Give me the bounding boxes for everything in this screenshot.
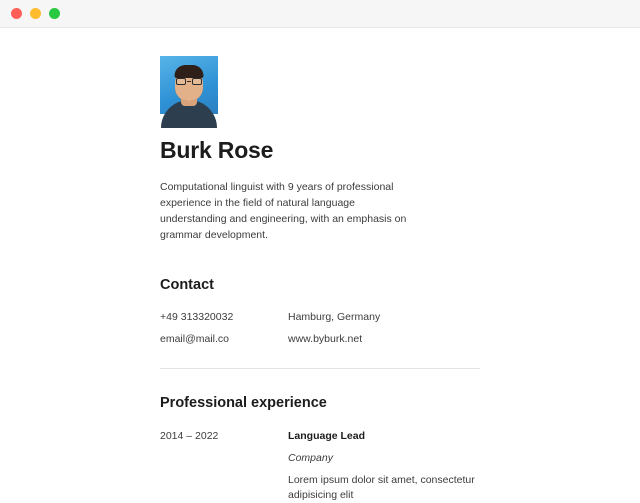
contact-website[interactable]: www.byburk.net bbox=[288, 333, 363, 346]
avatar-glasses bbox=[176, 78, 202, 85]
summary-paragraph: Computational linguist with 9 years of professional experience in the field of natural language understanding and engineering, with an emphasis on grammar development. bbox=[160, 181, 407, 242]
experience-company: Company bbox=[288, 452, 333, 465]
avatar-glasses-bridge bbox=[187, 81, 191, 82]
window-title-bar bbox=[0, 0, 640, 28]
avatar-glasses-right-lens bbox=[192, 78, 202, 85]
experience-section-heading: Professional experience bbox=[160, 395, 327, 412]
experience-item bbox=[160, 429, 520, 503]
avatar-glasses-left-lens bbox=[176, 78, 186, 85]
contact-section-heading: Contact bbox=[160, 277, 214, 294]
document-canvas[interactable] bbox=[0, 28, 640, 503]
contact-email[interactable]: email@mail.co bbox=[160, 333, 230, 346]
contact-phone: +49 313320032 bbox=[160, 311, 234, 324]
avatar-hair bbox=[175, 65, 204, 78]
window-controls bbox=[11, 8, 60, 19]
experience-details bbox=[288, 429, 478, 503]
experience-description: Lorem ipsum dolor sit amet, consectetur adipisicing elit bbox=[288, 474, 475, 502]
minimize-window-button[interactable] bbox=[30, 8, 41, 19]
contact-column-left bbox=[160, 311, 288, 346]
close-window-button[interactable] bbox=[11, 8, 22, 19]
section-divider bbox=[160, 368, 480, 369]
avatar bbox=[160, 56, 218, 114]
contact-column-right bbox=[288, 311, 448, 346]
maximize-window-button[interactable] bbox=[49, 8, 60, 19]
page-title: Burk Rose bbox=[160, 137, 274, 163]
experience-dates: 2014 – 2022 bbox=[160, 430, 219, 443]
contact-details bbox=[160, 311, 520, 346]
resume-page bbox=[0, 28, 640, 503]
experience-role: Language Lead bbox=[288, 430, 366, 443]
contact-location: Hamburg, Germany bbox=[288, 311, 381, 324]
